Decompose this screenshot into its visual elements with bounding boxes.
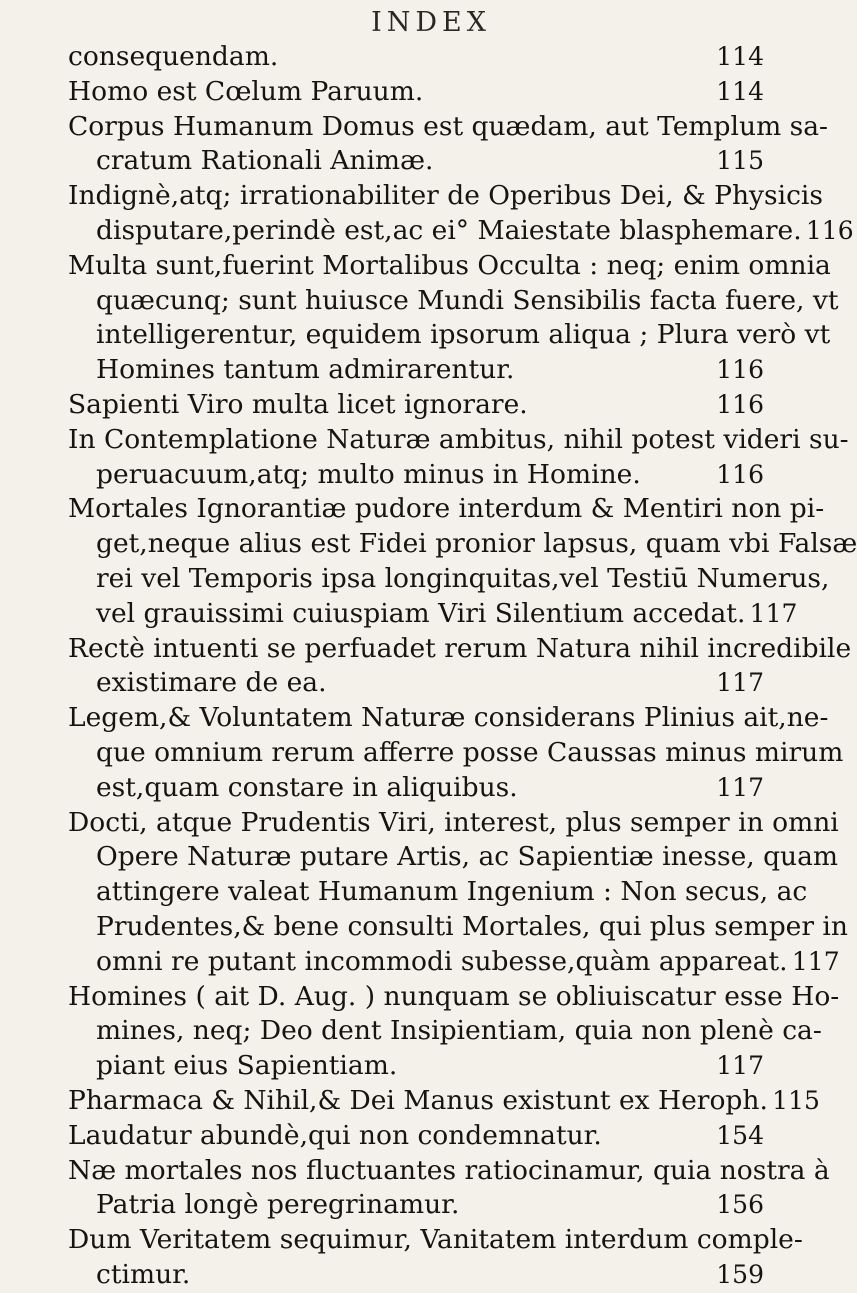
entry-page-number: 117 (716, 1051, 764, 1081)
entry-text: Dum Veritatem sequimur, Vanitatem interdum comple- (68, 1224, 803, 1256)
entry-text: Rectè intuenti se perfuadet rerum Natura nihil incredibile (68, 632, 852, 664)
entry-line (68, 666, 764, 701)
entry-page-number: 115 (716, 146, 764, 176)
entry-text: Pharmaca & Nihil,& Dei Manus existunt ex Heroph. (68, 1084, 768, 1116)
entry-line (68, 840, 839, 875)
entry-line (68, 875, 808, 910)
entry-line (68, 353, 764, 388)
entry-text: quæcunq; sunt huiusce Mundi Sensibilis facta fuere, vt (96, 284, 839, 316)
entry-line (68, 458, 764, 493)
entry-text: Homines tantum admirarentur. (96, 354, 515, 386)
entry-line (68, 1188, 764, 1223)
entry-line (68, 179, 824, 214)
entry-line (68, 144, 764, 179)
entry-line (68, 701, 829, 736)
entry-line (68, 388, 764, 423)
entry-text: omni re putant incommodi subesse,quàm appareat. (96, 945, 788, 977)
index-entry (68, 701, 844, 805)
index-entry (68, 806, 848, 980)
index-entry (68, 423, 849, 493)
entry-page-number: 114 (716, 76, 764, 106)
index-entry (68, 40, 764, 75)
entry-text: est,quam constare in aliquibus. (96, 771, 518, 803)
entry-text: ctimur. (96, 1258, 191, 1290)
entry-text: que omnium rerum afferre posse Caussas minus mirum (96, 736, 844, 768)
entry-page-number: 114 (716, 42, 764, 71)
entry-text: consequendam. (68, 41, 279, 72)
entry-page-number: 156 (716, 1190, 764, 1220)
entry-page-number: 116 (716, 355, 764, 385)
entry-text: disputare,perindè est,ac ei° Maiestate blasphemare. (96, 214, 802, 246)
entry-text: Homo est Cœlum Paruum. (68, 75, 424, 107)
entry-page-number: 115 (772, 1085, 820, 1115)
entry-line (68, 1084, 820, 1119)
entry-text: Corpus Humanum Domus est quædam, aut Templum sa- (68, 110, 828, 142)
entry-line (68, 1119, 764, 1154)
entry-page-number: 117 (791, 946, 840, 976)
entry-page-number: 117 (749, 598, 798, 628)
entry-text: intelligerentur, equidem ipsorum aliqua ; Plura verò vt (96, 319, 831, 351)
entry-line (68, 1154, 830, 1189)
index-entries (68, 40, 857, 1293)
index-entry (68, 75, 764, 110)
entry-text: Opere Naturæ putare Artis, ac Sapientiæ inesse, quam (96, 841, 839, 873)
index-entry (68, 1154, 830, 1224)
index-entry (68, 1084, 820, 1119)
entry-text: Indignè,atq; irrationabiliter de Operibus Dei, & Physicis (68, 180, 824, 212)
entry-text: attingere valeat Humanum Ingenium : Non secus, ac (96, 876, 808, 908)
entry-line (68, 1258, 764, 1293)
index-entry (68, 492, 857, 631)
entry-text: Multa sunt,fuerint Mortalibus Occulta : neq; enim omnia (68, 249, 831, 281)
entry-text: peruacuum,atq; multo minus in Homine. (96, 458, 641, 490)
entry-text: Laudatur abundè,qui non condemnatur. (68, 1119, 602, 1151)
entry-line (68, 562, 830, 597)
index-entry (68, 1223, 803, 1293)
entry-text: mines, neq; Deo dent Insipientiam, quia non plenè ca- (96, 1015, 822, 1047)
index-entry (68, 249, 839, 388)
entry-line (68, 597, 798, 632)
entry-text: Patria longè peregrinamur. (96, 1189, 460, 1221)
index-entry (68, 110, 828, 180)
entry-line (68, 1049, 764, 1084)
entry-text: Næ mortales nos fluctuantes ratiocinamur, quia nostra à (68, 1154, 830, 1186)
entry-line (68, 632, 852, 667)
entry-text: Mortales Ignorantiæ pudore interdum & Mentiri non pi- (68, 493, 825, 525)
entry-line (68, 423, 849, 458)
entry-text: Sapienti Viro multa licet ignorare. (68, 388, 528, 420)
entry-text: Prudentes,& bene consulti Mortales, qui plus semper in (96, 910, 848, 942)
entry-text: rei vel Temporis ipsa longinquitas,vel Testiū Numerus, (96, 562, 830, 594)
entry-text: vel grauissimi cuiuspiam Viri Silentium accedat. (96, 597, 746, 629)
entry-line (68, 910, 848, 945)
entry-text: In Contemplatione Naturæ ambitus, nihil potest videri su- (68, 423, 849, 455)
entry-line (68, 806, 839, 841)
entry-line (68, 945, 840, 980)
entry-line (68, 492, 825, 527)
entry-text: Docti, atque Prudentis Viri, interest, plus semper in omni (68, 806, 839, 838)
entry-line (68, 75, 764, 110)
entry-line (68, 214, 854, 249)
entry-line (68, 1223, 803, 1258)
entry-line (68, 980, 840, 1015)
entry-text: piant eius Sapientiam. (96, 1050, 398, 1082)
entry-text: Homines ( ait D. Aug. ) nunquam se obliuiscatur esse Ho- (68, 980, 840, 1012)
entry-page-number: 159 (716, 1259, 764, 1289)
index-entry (68, 632, 852, 702)
entry-line (68, 771, 764, 806)
entry-page-number: 154 (716, 1120, 764, 1150)
entry-page-number: 116 (805, 215, 854, 245)
entry-line (68, 318, 831, 353)
entry-page-number: 117 (716, 668, 764, 698)
entry-line (68, 736, 844, 771)
index-entry (68, 388, 764, 423)
running-head: INDEX (371, 7, 491, 38)
entry-page-number: 116 (716, 459, 764, 489)
index-entry (68, 980, 840, 1084)
entry-line (68, 284, 839, 319)
entry-text: cratum Rationali Animæ. (96, 145, 434, 177)
entry-line (68, 1014, 822, 1049)
entry-text: get,neque alius est Fidei pronior lapsus, quam vbi Falsæ (96, 528, 857, 560)
entry-text: Legem,& Voluntatem Naturæ considerans Plinius ait,ne- (68, 702, 829, 734)
entry-line (68, 527, 857, 562)
entry-line (68, 249, 831, 284)
entry-line (68, 110, 828, 145)
entry-line (68, 40, 764, 75)
index-entry (68, 179, 854, 249)
entry-page-number: 116 (716, 389, 764, 419)
index-entry (68, 1119, 764, 1154)
entry-page-number: 117 (716, 772, 764, 802)
entry-text: existimare de ea. (96, 667, 327, 699)
